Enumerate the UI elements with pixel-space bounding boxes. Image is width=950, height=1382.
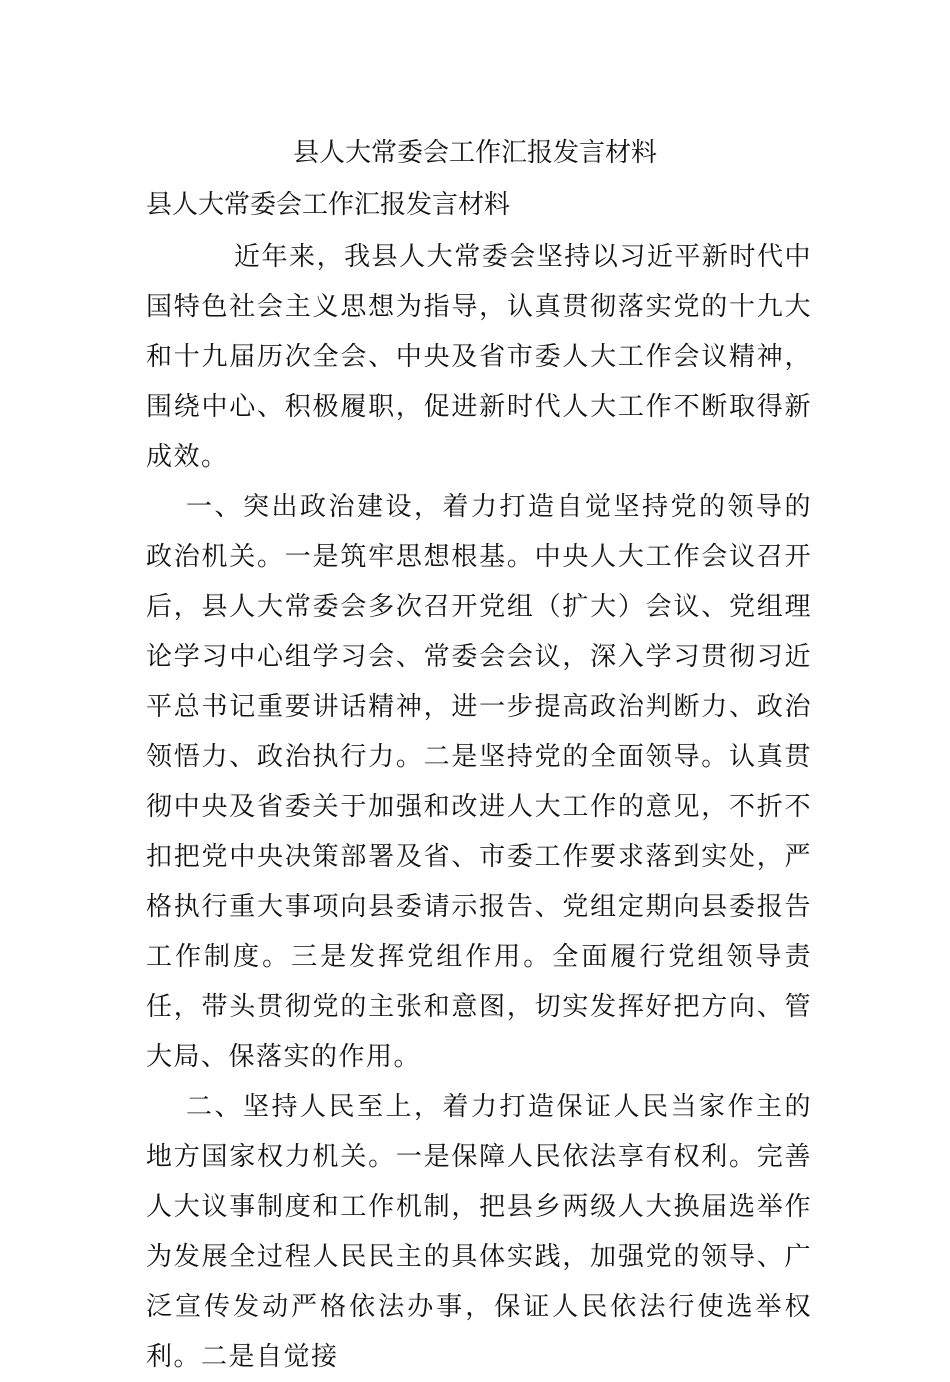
document-title: 县人大常委会工作汇报发言材料 (292, 138, 657, 168)
paragraph-intro: 近年来，我县人大常委会坚持以习近平新时代中国特色社会主义思想为指导，认真贯彻落实党的十九大和十九届历次全会、中央及省市委人大工作会议精神，围绕中心、积极履职，促进新时代人大工作不断取得新成效。 (146, 242, 812, 472)
document-body (146, 180, 812, 1382)
document-subtitle: 县人大常委会工作汇报发言材料 (146, 190, 511, 220)
paragraph-section-1: 一、突出政治建设，着力打造自觉坚持党的领导的政治机关。一是筑牢思想根基。中央人大工作会议召开后，县人大常委会多次召开党组（扩大）会议、党组理论学习中心组学习会、常委会会议，深入学习贯彻习近平总书记重要讲话精神，进一步提高政治判断力、政治领悟力、政治执行力。二是坚持党的全面领导。认真贯彻中央及省委关于加强和改进人大工作的意见，不折不扣把党中央决策部署及省、市委工作要求落到实处，严格执行重大事项向县委请示报告、党组定期向县委报告工作制度。三是发挥党组作用。全面履行党组领导责任，带头贯彻党的主张和意图，切实发挥好把方向、管大局、保落实的作用。 (146, 492, 812, 1072)
paragraph-section-2: 二、坚持人民至上，着力打造保证人民当家作主的地方国家权力机关。一是保障人民依法享有权利。完善人大议事制度和工作机制，把县乡两级人大换届选举作为发展全过程人民民主的具体实践，加强党的领导、广泛宣传发动严格依法办事，保证人民依法行使选举权利。二是自觉接 (146, 1092, 812, 1372)
